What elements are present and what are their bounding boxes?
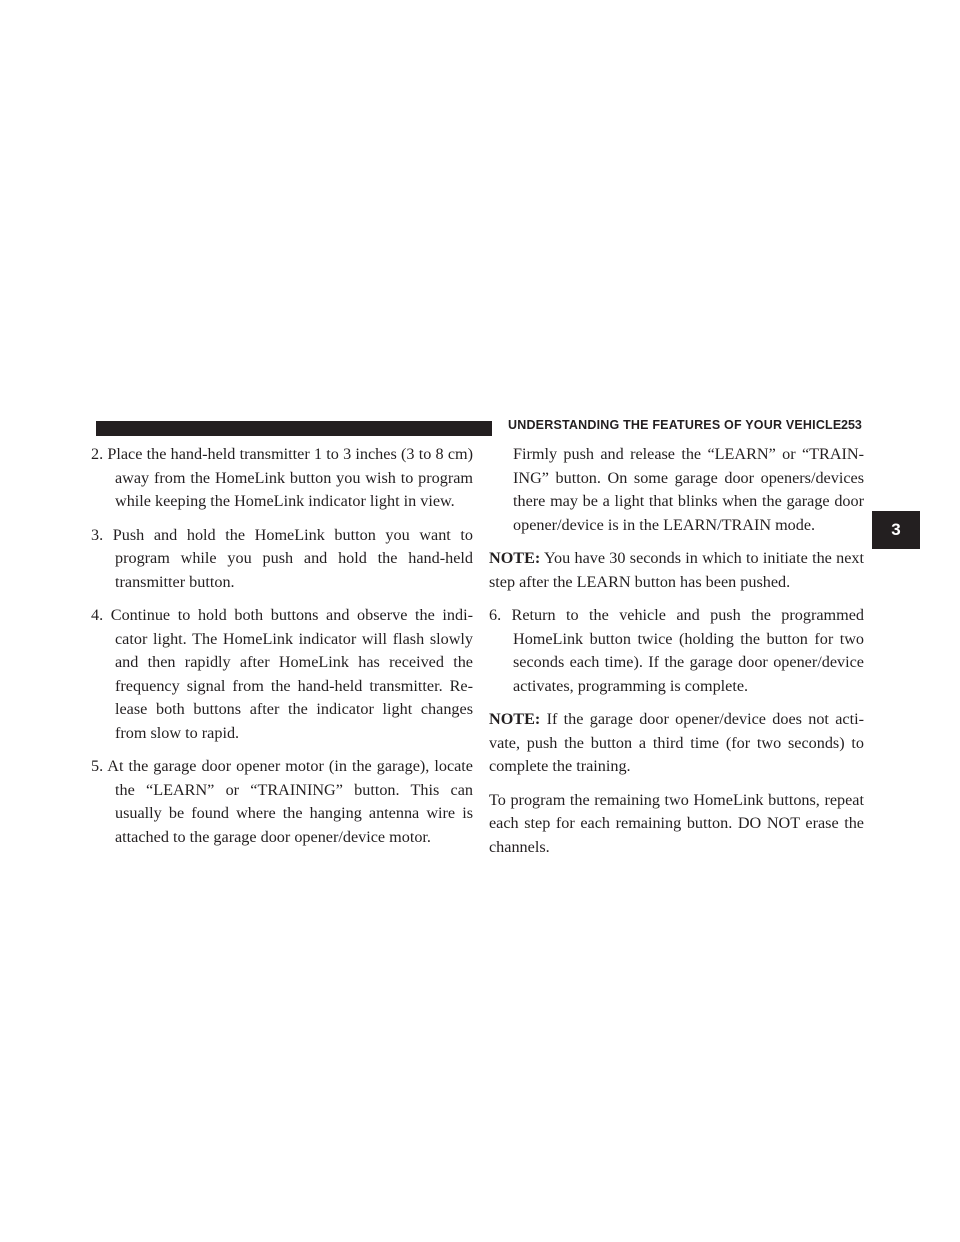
step-6: 6. Return to the vehicle and push the programmed HomeLink button twice (holding the button for two seconds each time). If the garage door opener/device activates, programming is complete. — [489, 606, 864, 695]
note-text: If the garage door opener/device does not acti-vate, push the button a third time (for two seconds) to complete the training. — [489, 710, 864, 775]
section-title: UNDERSTANDING THE FEATURES OF YOUR VEHICLE — [508, 418, 842, 432]
note-label: NOTE: — [489, 710, 541, 728]
step-5: 5. At the garage door opener motor (in the garage), locate the “LEARN” or “TRAINING” button. This can usually be found where the hanging antenna wire is attached to the garage door opener/device motor. — [91, 757, 473, 846]
chapter-tab: 3 — [872, 511, 920, 549]
step-4: 4. Continue to hold both buttons and observe the indi-cator light. The HomeLink indicator will flash slowly and then rapidly after HomeLink has received the frequency signal from the hand-held transmitter. Re-lease both buttons after the indicator light changes from slow to rapid. — [91, 606, 473, 742]
right-column — [489, 443, 864, 869]
page-number: 253 — [841, 418, 862, 432]
note-text: You have 30 seconds in which to initiate the next step after the LEARN button has been pushed. — [489, 549, 864, 591]
closing-paragraph: To program the remaining two HomeLink buttons, repeat each step for each remaining button. DO NOT erase the channels. — [489, 790, 864, 856]
step-5-continued: Firmly push and release the “LEARN” or “TRAIN-ING” button. On some garage door openers/devices there may be a light that blinks when the garage door opener/device is in the LEARN/TRAIN mode. — [513, 445, 864, 534]
header-rule — [96, 421, 492, 436]
note-third-time — [489, 708, 864, 779]
note-label: NOTE: — [489, 549, 541, 567]
left-column — [91, 443, 473, 849]
step-2: 2. Place the hand-held transmitter 1 to 3 inches (3 to 8 cm) away from the HomeLink button you wish to program while keeping the HomeLink indicator light in view. — [91, 445, 473, 510]
note-30-seconds — [489, 547, 864, 594]
step-3: 3. Push and hold the HomeLink button you want to program while you push and hold the hand-held transmitter button. — [91, 525, 473, 591]
